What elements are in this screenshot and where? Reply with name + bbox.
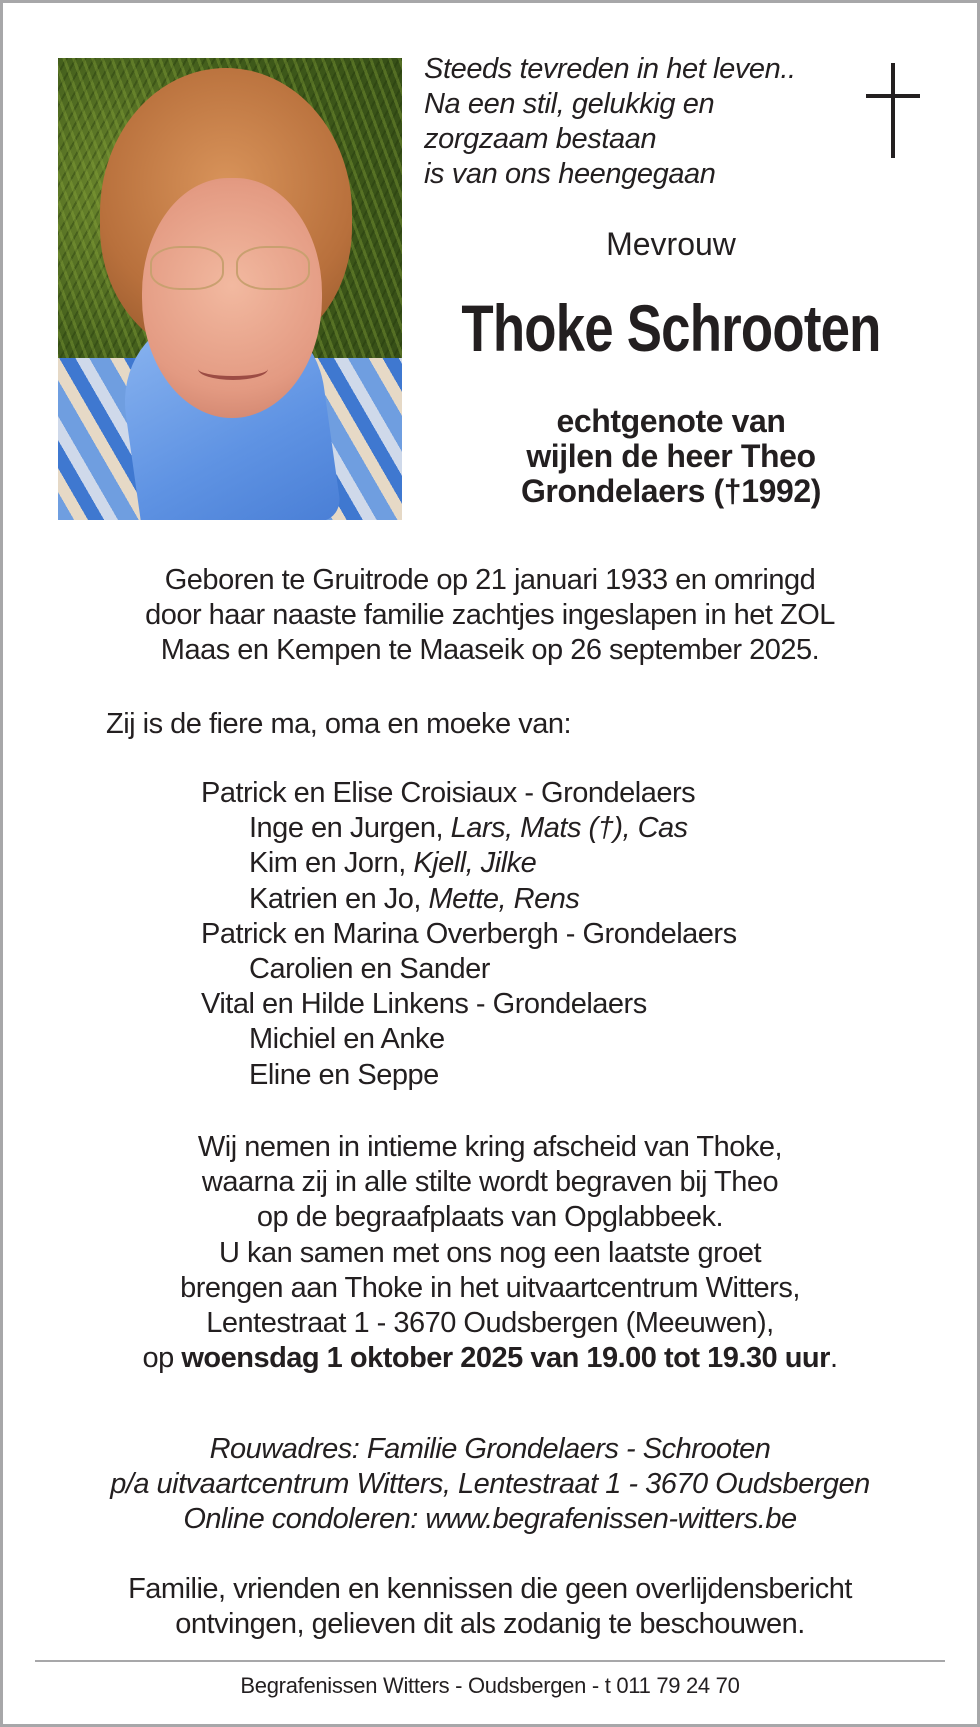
- condolence-link[interactable]: Online condoleren: www.begrafenissen-witters.be: [183, 1503, 797, 1536]
- text-line: Maas en Kempen te Maaseik op 26 september 2025.: [160, 634, 820, 667]
- spouse-line: wijlen de heer Theo: [526, 438, 816, 474]
- family-member: Inge en Jurgen,: [249, 812, 451, 845]
- family-member: Patrick en Elise Croisiaux - Grondelaers: [201, 777, 696, 809]
- text-line: Geboren te Gruitrode op 21 januari 1933 en omringd: [164, 564, 816, 596]
- family-member: Katrien en Jo,: [249, 882, 429, 915]
- quote-line: Steeds tevreden in het leven..: [424, 53, 796, 85]
- text-line: door haar naaste familie zachtjes ingeslapen in het ZOL: [145, 599, 835, 632]
- memorial-quote: [424, 52, 796, 192]
- text-line: Lentestraat 1 - 3670 Oudsbergen (Meeuwen),: [206, 1307, 774, 1340]
- spouse-line: Grondelaers (†1992): [520, 473, 822, 509]
- deceased-name: Thoke Schrooten: [461, 291, 881, 365]
- text-line: U kan samen met ons nog een laatste groet: [218, 1236, 762, 1269]
- visitation-time: [30, 1341, 950, 1376]
- text-line: p/a uitvaartcentrum Witters, Lentestraat 1 - 3670 Oudsbergen: [110, 1468, 870, 1501]
- text-line: op de begraafplaats van Opglabbeek.: [256, 1201, 724, 1234]
- family-member: Kim en Jorn,: [249, 847, 414, 880]
- text-line: Rouwadres: Familie Grondelaers - Schrooten: [209, 1433, 771, 1465]
- visitation-date: woensdag 1 oktober 2025 van 19.00 tot 19.30 uur: [181, 1342, 830, 1375]
- family-intro: Zij is de fiere ma, oma en moeke van:: [106, 708, 572, 740]
- divider: [35, 1660, 945, 1662]
- mourning-address: [30, 1432, 950, 1538]
- text-line: Wij nemen in intieme kring afscheid van Thoke,: [197, 1131, 783, 1163]
- text: op: [142, 1342, 182, 1375]
- text-line: ontvingen, gelieven dit als zodanig te beschouwen.: [175, 1608, 805, 1641]
- honorific: Mevrouw: [606, 226, 736, 262]
- text-line: waarna zij in alle stilte wordt begraven bij Theo: [201, 1166, 779, 1199]
- quote-line: zorgzaam bestaan: [424, 123, 657, 155]
- portrait-photo: [58, 58, 402, 520]
- text: .: [829, 1342, 838, 1375]
- quote-line: Na een stil, gelukkig en: [424, 88, 715, 120]
- family-member: Eline en Seppe: [249, 1058, 439, 1091]
- cross-icon: [866, 63, 920, 158]
- spouse-info: [440, 404, 902, 509]
- grandchildren: Lars, Mats (†), Cas: [450, 812, 688, 845]
- family-member: Michiel en Anke: [249, 1023, 445, 1056]
- grandchildren: Kjell, Jilke: [413, 847, 537, 880]
- funeral-home-footer: Begrafenissen Witters - Oudsbergen - t 011 79 24 70: [240, 1673, 740, 1698]
- family-member: Vital en Hilde Linkens - Grondelaers: [201, 988, 647, 1021]
- family-member: Patrick en Marina Overbergh - Grondelaers: [201, 917, 737, 950]
- text-line: brengen aan Thoke in het uitvaartcentrum Witters,: [180, 1271, 800, 1304]
- notice-note: [30, 1572, 950, 1642]
- birth-death-info: [60, 563, 920, 669]
- quote-line: is van ons heengegaan: [424, 158, 716, 190]
- family-member: Carolien en Sander: [249, 952, 490, 985]
- farewell-info: [30, 1130, 950, 1376]
- family-list: [201, 776, 737, 1093]
- grandchildren: Mette, Rens: [428, 882, 580, 915]
- spouse-line: echtgenote van: [556, 403, 786, 439]
- text-line: Familie, vrienden en kennissen die geen overlijdensbericht: [128, 1573, 852, 1605]
